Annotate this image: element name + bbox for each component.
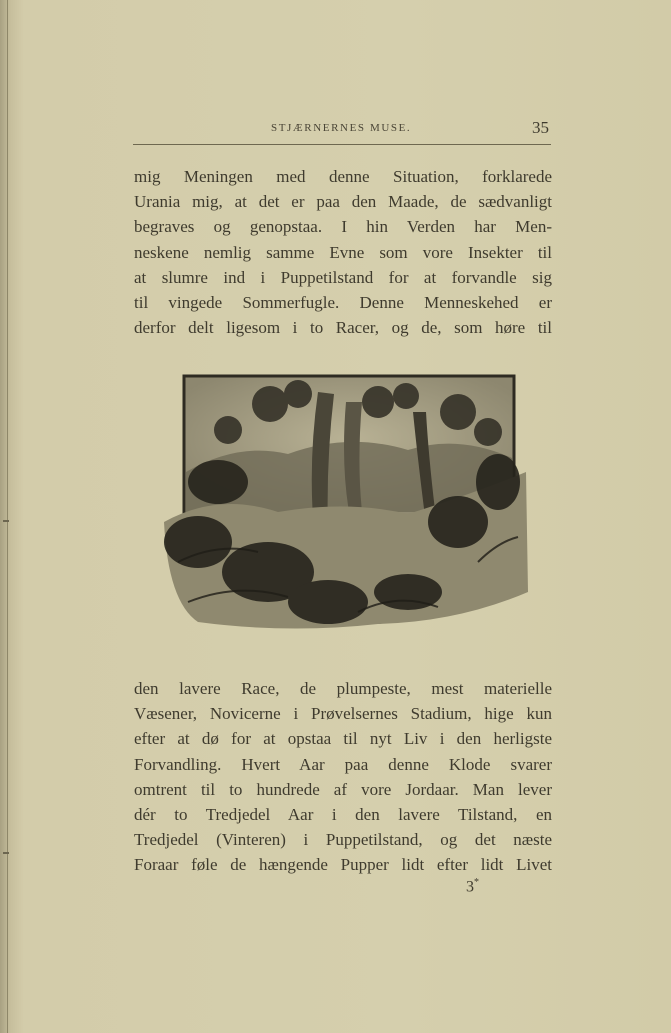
paragraph-bottom (134, 676, 552, 878)
text-line: Forvandling. Hvert Aar paa denne Klode svarer (134, 754, 552, 774)
signature-asterisk: * (474, 877, 479, 888)
page-number: 35 (532, 118, 549, 137)
text-line: at slumre ind i Puppetilstand for at forvandle sig (134, 267, 552, 287)
signature-number: 3 (466, 878, 474, 896)
running-title: STJÆRNERNES MUSE. (271, 122, 412, 134)
text-line: Urania mig, at det er paa den Maade, de sædvanligt (134, 192, 552, 212)
text-line: omtrent til to hundrede af vore Jordaar. Man lever (134, 779, 552, 799)
text-line: til vingede Sommerfugle. Denne Menneskehed er (134, 292, 552, 312)
text-line: Foraar føle de hængende Pupper lidt efter lidt Livet (134, 855, 552, 875)
edge-mark (3, 520, 9, 522)
text-line: neskene nemlig samme Evne som vore Insekter til (134, 242, 552, 262)
page-header (133, 118, 551, 145)
text-line: dér to Tredjedel Aar i den lavere Tilstand, en (134, 804, 552, 824)
text-line: mig Meningen med denne Situation, forklarede (134, 167, 552, 186)
text-line: begraves og genopstaa. I hin Verden har Men- (134, 217, 552, 237)
edge-mark (3, 852, 9, 854)
signature-mark (466, 877, 479, 896)
text-line: Tredjedel (Vinteren) i Puppetilstand, og det næste (134, 830, 552, 850)
paragraph-top (134, 164, 552, 340)
text-line: derfor delt ligesom i to Racer, og de, som høre til (134, 318, 552, 338)
page-gutter (7, 0, 8, 1033)
text-line: den lavere Race, de plumpeste, mest materielle (134, 679, 552, 698)
forest-engraving (158, 372, 530, 640)
text-line: efter at dø for at opstaa til nyt Liv i den herligste (134, 729, 552, 749)
text-line: Væsener, Novicerne i Prøvelsernes Stadium, hige kun (134, 704, 552, 724)
